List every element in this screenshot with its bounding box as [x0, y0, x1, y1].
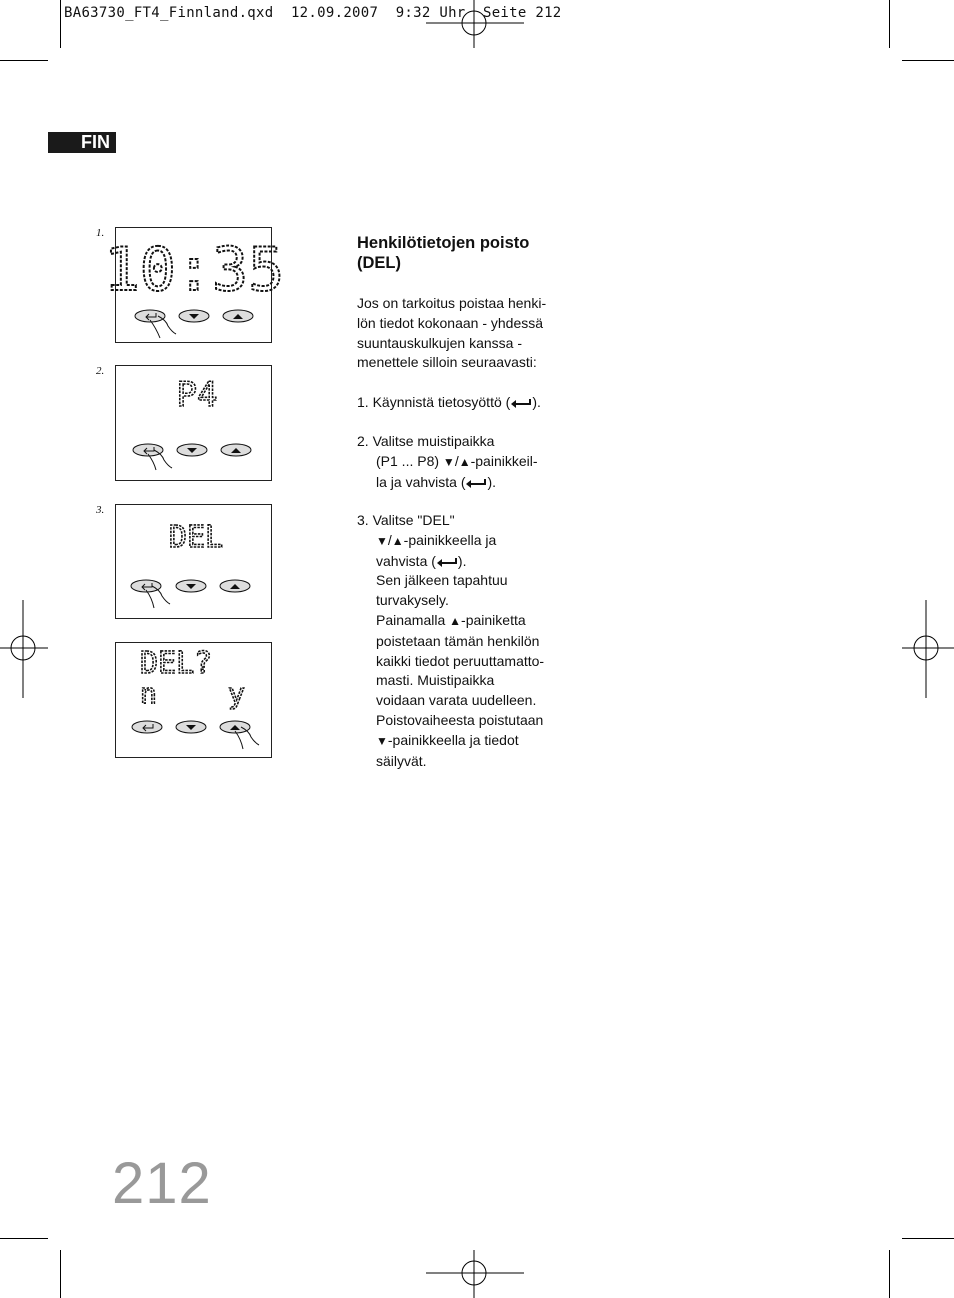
down-arrow-icon: ▼: [376, 533, 388, 548]
down-arrow-icon: ▼: [442, 454, 455, 469]
enter-key-icon: [510, 398, 532, 408]
step-number: 1.: [96, 227, 105, 239]
up-button[interactable]: [221, 444, 251, 456]
display-panel-step-3: [115, 504, 272, 619]
instruction-step-3: 3. Valitse "DEL" ▼/▲-painikkeella ja vahvista ( ). Sen jälkeen tapahtuu turvakysely. Painamalla ▲-painiketta poistetaan tämän henkilön kaikki tiedot peruuttamatto- masti. Muistipaikka voidaan varata uudelleen. Poistovaiheesta poistutaan ▼-painikkeella ja tiedot säilyvät.: [357, 512, 545, 769]
instruction-step-2: 2. Valitse muistipaikka (P1 ... P8) ▼/▲-painikkeil- la ja vahvista ( ).: [357, 433, 538, 490]
display-panel-step-4: [115, 642, 272, 758]
print-slug: BA63730_FT4_Finnland.qxd 12.09.2007 9:32 Uhr Seite 212: [64, 5, 562, 21]
registration-mark-left: [0, 600, 48, 698]
registration-mark-right: [902, 600, 954, 698]
device-display: [116, 643, 271, 757]
device-display: [116, 366, 271, 480]
lcd-slot-text: P4: [176, 375, 218, 415]
registration-mark-bottom: [426, 1250, 524, 1298]
enter-button[interactable]: [132, 721, 162, 733]
down-button[interactable]: [177, 444, 207, 456]
lcd-confirm-text: DEL?: [140, 646, 213, 681]
page-number: 212: [112, 1151, 212, 1216]
enter-key-icon: [465, 478, 487, 488]
lcd-time-text: 10:35: [103, 235, 285, 305]
lcd-yes-option: y: [228, 677, 245, 710]
device-display: [103, 228, 285, 342]
lcd-del-text: DEL: [168, 520, 224, 555]
step-number: 2.: [96, 365, 105, 377]
up-arrow-icon: ▲: [449, 613, 462, 628]
enter-key-icon: [436, 557, 458, 567]
up-button[interactable]: [220, 580, 250, 592]
down-button[interactable]: [176, 580, 206, 592]
language-badge: FIN: [48, 132, 116, 153]
device-display: [116, 505, 271, 618]
section-heading: Henkilötietojen poisto (DEL): [357, 234, 530, 272]
up-arrow-icon: ▲: [458, 454, 471, 469]
down-button[interactable]: [176, 721, 206, 733]
intro-paragraph: Jos on tarkoitus poistaa henki- lön tiedot kokonaan - yhdessä suuntauskulkujen kanssa - menettele silloin seuraavasti:: [357, 295, 547, 371]
lcd-no-option: n: [140, 677, 157, 710]
up-arrow-icon: ▲: [391, 533, 404, 548]
display-panel-step-2: [115, 365, 272, 481]
down-button[interactable]: [179, 310, 209, 322]
step-number: 3.: [96, 504, 105, 516]
down-arrow-icon: ▼: [376, 733, 388, 748]
display-panel-step-1: [103, 227, 285, 343]
instruction-step-1: 1. Käynnistä tietosyöttö ( ).: [357, 394, 541, 410]
up-button[interactable]: [223, 310, 253, 322]
